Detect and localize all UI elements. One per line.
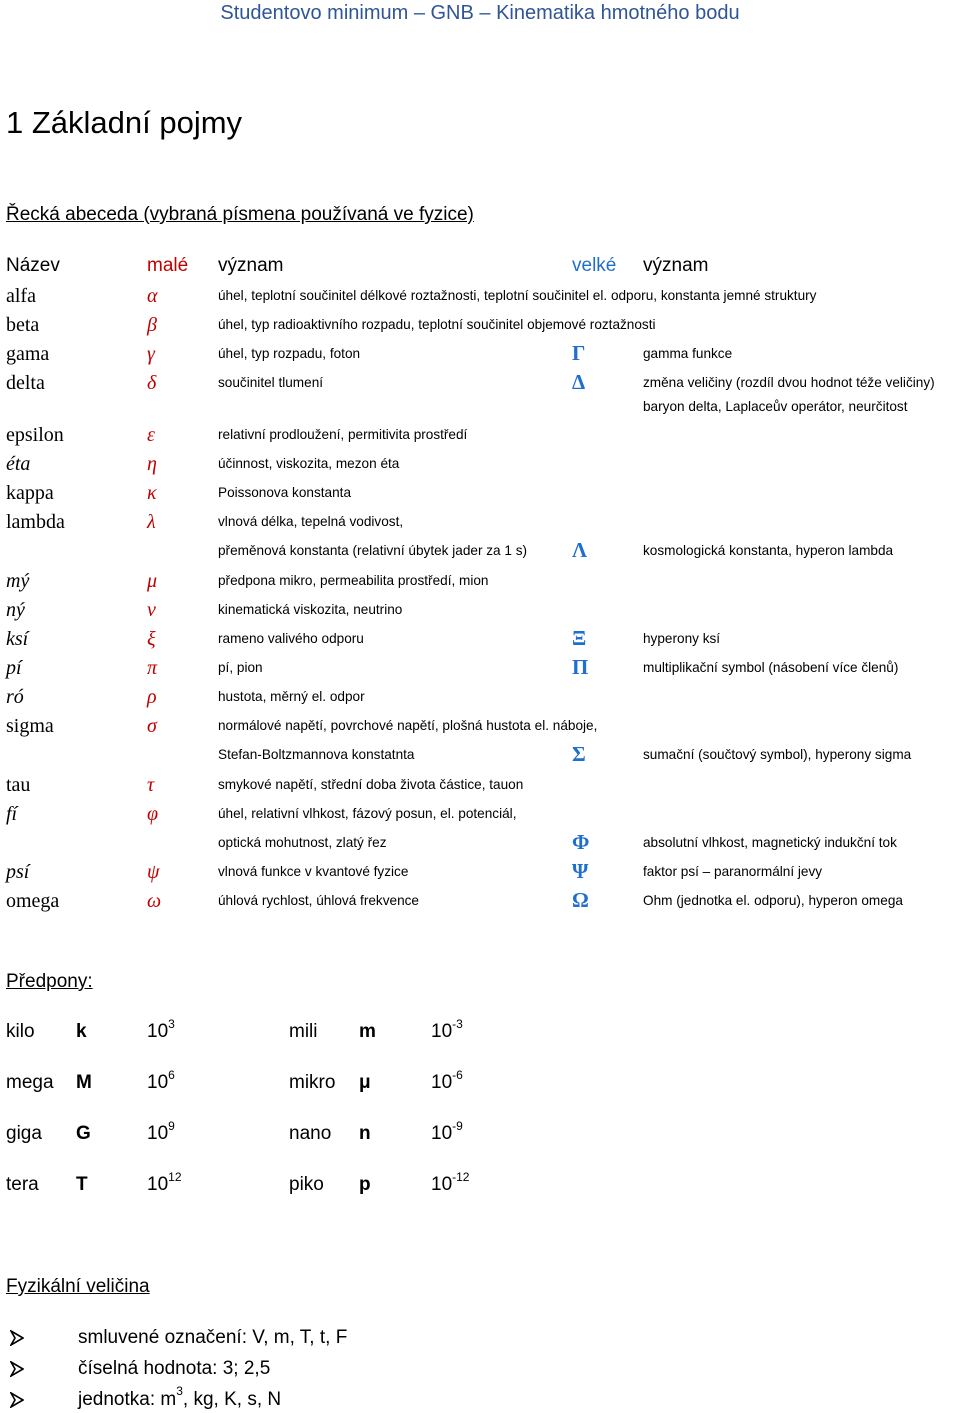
prefix-name: mikro (289, 1072, 336, 1093)
greek-alphabet-heading: Řecká abeceda (vybraná písmena používaná ve fyzice) (6, 204, 474, 225)
prefix-value (431, 1119, 463, 1146)
page-header: Studentovo minimum – GNB – Kinematika hmotného bodu (220, 2, 740, 24)
lowercase-meaning: normálové napětí, povrchové napětí, plošná hustota el. náboje, (218, 718, 598, 733)
lowercase-symbol: π (147, 657, 158, 679)
lowercase-meaning: úhel, relativní vlhkost, fázový posun, el. potenciál, (218, 806, 517, 821)
prefix-exponent: 6 (168, 1068, 175, 1082)
lowercase-symbol: ω (147, 890, 162, 912)
column-header-uppercase-meaning: význam (643, 255, 709, 276)
column-header-uppercase: velké (572, 255, 617, 276)
lowercase-symbol: γ (147, 343, 155, 365)
prefix-value (147, 1170, 182, 1197)
greek-letter-name: omega (6, 890, 60, 912)
lowercase-meaning: relativní prodloužení, permitivita prostředí (218, 427, 468, 442)
prefix-symbol: M (76, 1072, 92, 1093)
uppercase-symbol: Φ (572, 830, 590, 854)
prefix-base: 10 (147, 1174, 169, 1195)
greek-letter-name: epsilon (6, 424, 64, 446)
uppercase-symbol: Π (572, 655, 589, 679)
lowercase-symbol: β (147, 314, 157, 336)
lowercase-meaning: úhel, teplotní součinitel délkové roztažnosti, teplotní součinitel el. odporu, konstanta jemné struktury (218, 288, 817, 303)
column-header-lowercase: malé (147, 255, 189, 276)
uppercase-meaning: faktor psí – paranormální jevy (643, 864, 823, 879)
uppercase-meaning-continued: baryon delta, Laplaceův operátor, neurčitost (643, 399, 908, 414)
uppercase-symbol: Σ (572, 742, 586, 766)
greek-letter-name: beta (6, 314, 40, 336)
prefix-name: nano (289, 1123, 332, 1144)
prefix-symbol: n (359, 1123, 371, 1144)
uppercase-symbol: Δ (572, 370, 586, 394)
greek-letter-name: lambda (6, 511, 65, 533)
prefix-base: 10 (147, 1021, 169, 1042)
list-item-text: , kg, K, s, N (182, 1389, 282, 1410)
prefix-base: 10 (147, 1072, 169, 1093)
greek-letter-name: tau (6, 774, 31, 796)
prefix-symbol: m (359, 1021, 376, 1042)
uppercase-meaning: změna veličiny (rozdíl dvou hodnot téže veličiny) (643, 375, 935, 390)
prefix-base: 10 (147, 1123, 169, 1144)
greek-letter-name: psí (6, 861, 30, 883)
greek-letter-name: delta (6, 372, 45, 394)
uppercase-symbol: Ψ (572, 859, 589, 883)
prefix-name: piko (289, 1174, 324, 1195)
lowercase-symbol: κ (147, 482, 157, 504)
prefix-base: 10 (431, 1072, 453, 1093)
prefix-name: giga (6, 1123, 42, 1144)
bullet-arrow-icon (10, 1392, 24, 1408)
prefix-exponent: 12 (168, 1170, 182, 1184)
prefix-value (431, 1170, 470, 1197)
lowercase-symbol: λ (147, 511, 156, 533)
list-item: smluvené označení: V, m, T, t, F (78, 1327, 348, 1348)
superscript: 3 (176, 1384, 183, 1398)
lowercase-meaning: smykové napětí, střední doba života částice, tauon (218, 777, 524, 792)
prefix-exponent: -6 (452, 1068, 463, 1082)
uppercase-meaning: absolutní vlhkost, magnetický indukční tok (643, 835, 897, 850)
lowercase-meaning: vlnová funkce v kvantové fyzice (218, 864, 409, 879)
prefix-base: 10 (431, 1174, 453, 1195)
uppercase-meaning: sumační (součtový symbol), hyperony sigma (643, 747, 912, 762)
lowercase-symbol: δ (147, 372, 157, 394)
prefix-symbol: μ (359, 1072, 371, 1093)
prefix-value (147, 1119, 175, 1146)
lowercase-symbol: α (147, 285, 158, 307)
prefix-exponent: 3 (168, 1017, 175, 1031)
greek-letter-name: ný (6, 599, 25, 621)
prefixes-heading: Předpony: (6, 971, 93, 992)
lowercase-meaning: pí, pion (218, 660, 263, 675)
uppercase-meaning: Ohm (jednotka el. odporu), hyperon omega (643, 893, 903, 908)
uppercase-symbol: Λ (572, 538, 588, 562)
lowercase-symbol: τ (147, 774, 155, 796)
prefix-symbol: p (359, 1174, 371, 1195)
lowercase-meaning: součinitel tlumení (218, 375, 324, 390)
greek-letter-name: ksí (6, 628, 29, 650)
greek-letter-name: ró (6, 686, 24, 708)
physical-quantity-heading: Fyzikální veličina (6, 1276, 150, 1297)
lowercase-symbol: φ (147, 803, 159, 825)
prefix-value (147, 1017, 175, 1044)
lowercase-meaning: rameno valivého odporu (218, 631, 364, 646)
greek-letter-name: kappa (6, 482, 54, 504)
lowercase-meaning: předpona mikro, permeabilita prostředí, mion (218, 573, 489, 588)
prefix-symbol: G (76, 1123, 91, 1144)
column-header-lowercase-meaning: význam (218, 255, 284, 276)
prefix-symbol: k (76, 1021, 87, 1042)
section-heading: 1 Základní pojmy (6, 105, 243, 140)
lowercase-meaning-continued: přeměnová konstanta (relativní úbytek jader za 1 s) (218, 543, 528, 558)
bullet-arrow-icon (10, 1330, 24, 1346)
greek-letter-name: pí (6, 657, 22, 679)
prefix-base: 10 (431, 1021, 453, 1042)
lowercase-meaning-continued: optická mohutnost, zlatý řez (218, 835, 387, 850)
greek-letter-name: mý (6, 570, 30, 592)
uppercase-symbol: Ω (572, 888, 589, 912)
lowercase-meaning: vlnová délka, tepelná vodivost, (218, 514, 404, 529)
lowercase-symbol: η (147, 453, 157, 475)
lowercase-symbol: μ (147, 570, 158, 592)
prefix-value (431, 1068, 463, 1095)
prefix-value (431, 1017, 463, 1044)
lowercase-symbol: ρ (147, 686, 157, 708)
lowercase-symbol: σ (147, 715, 157, 737)
prefix-symbol: T (76, 1174, 88, 1195)
lowercase-meaning: úhel, typ rozpadu, foton (218, 346, 361, 361)
lowercase-meaning: úhel, typ radioaktivního rozpadu, teplotní součinitel objemové roztažnosti (218, 317, 656, 332)
prefix-exponent: 9 (168, 1119, 175, 1133)
uppercase-meaning: multiplikační symbol (násobení více členů) (643, 660, 899, 675)
list-item-text: jednotka: m (78, 1389, 177, 1410)
greek-letter-name: alfa (6, 285, 36, 307)
prefix-name: mega (6, 1072, 54, 1093)
uppercase-meaning: kosmologická konstanta, hyperon lambda (643, 543, 894, 558)
prefix-exponent: -12 (452, 1170, 470, 1184)
prefix-name: tera (6, 1174, 39, 1195)
greek-letter-name: sigma (6, 715, 54, 737)
list-item: číselná hodnota: 3; 2,5 (78, 1358, 271, 1379)
lowercase-meaning: Poissonova konstanta (218, 485, 352, 500)
prefix-base: 10 (431, 1123, 453, 1144)
uppercase-meaning: gamma funkce (643, 346, 733, 361)
lowercase-meaning: úhlová rychlost, úhlová frekvence (218, 893, 419, 908)
bullet-arrow-icon (10, 1361, 24, 1377)
lowercase-symbol: ν (147, 599, 156, 621)
lowercase-meaning: účinnost, viskozita, mezon éta (218, 456, 400, 471)
greek-letter-name: gama (6, 343, 50, 365)
lowercase-meaning: hustota, měrný el. odpor (218, 689, 365, 704)
uppercase-meaning: hyperony ksí (643, 631, 721, 646)
lowercase-symbol: ε (147, 424, 155, 446)
lowercase-symbol: ψ (147, 861, 160, 883)
prefix-value (147, 1068, 175, 1095)
greek-letter-name: fí (6, 803, 18, 825)
uppercase-symbol: Γ (572, 341, 586, 365)
prefix-exponent: -3 (452, 1017, 463, 1031)
greek-letter-name: éta (6, 453, 31, 475)
lowercase-meaning-continued: Stefan-Boltzmannova konstatnta (218, 747, 415, 762)
prefix-name: kilo (6, 1021, 35, 1042)
lowercase-meaning: kinematická viskozita, neutrino (218, 602, 403, 617)
prefix-exponent: -9 (452, 1119, 463, 1133)
prefix-name: mili (289, 1021, 318, 1042)
column-header-name: Název (6, 255, 60, 276)
list-item (78, 1384, 282, 1413)
lowercase-symbol: ξ (147, 628, 156, 650)
uppercase-symbol: Ξ (572, 626, 587, 650)
